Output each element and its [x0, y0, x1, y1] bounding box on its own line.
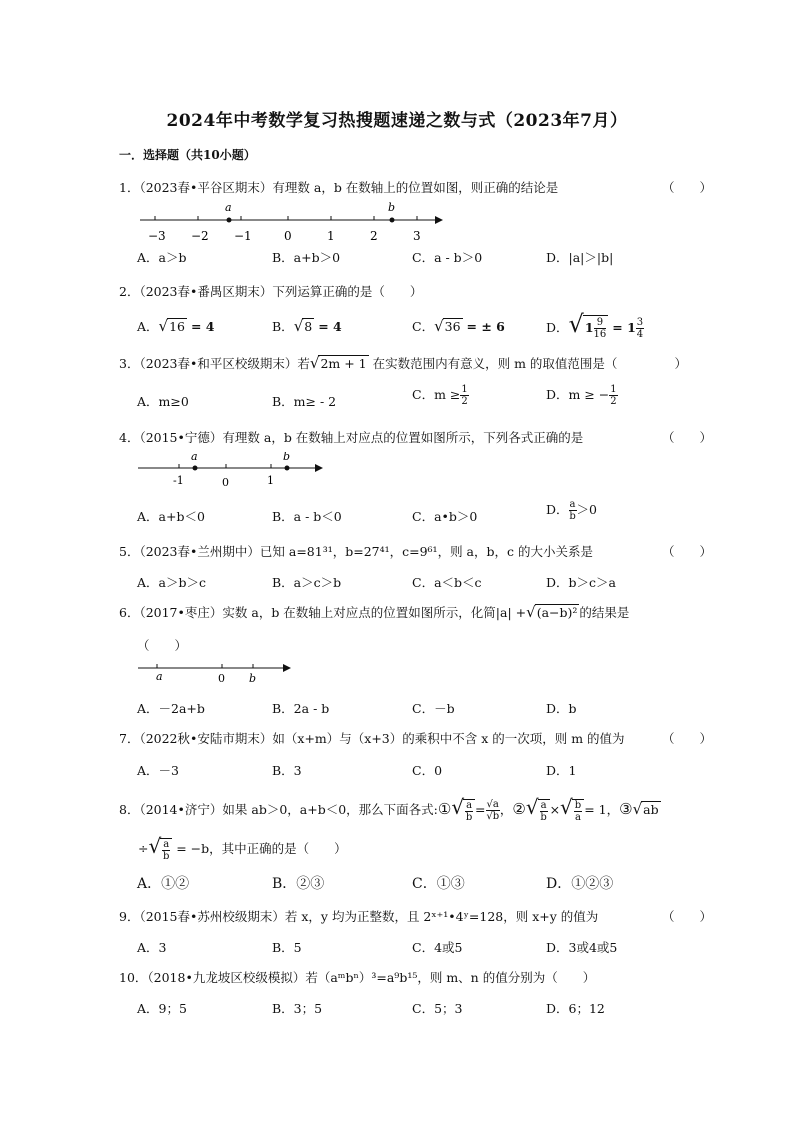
- option-c: C．m ≥ $\frac{1}{2}$: [412, 384, 468, 407]
- option-b: B．a+b＞0: [272, 250, 341, 265]
- question-8-continued: ÷√ $\frac{a}{b}$ = −b，其中正确的是（ ）: [138, 834, 347, 862]
- section-heading: 一．选择题（共10小题）: [119, 148, 256, 162]
- point-a: [227, 218, 232, 223]
- point-label: b: [388, 201, 396, 214]
- option-c: C．－b: [412, 701, 455, 716]
- option-a: A．√16 = 4: [137, 317, 215, 335]
- point-label: b: [283, 452, 291, 463]
- option-d: D．①②③: [546, 876, 614, 892]
- tick-label: −2: [191, 229, 209, 243]
- option-d: D．|a|＞|b|: [546, 250, 614, 265]
- question-8: 8．（2014•济宁）如果 ab＞0，a+b＜0，那么下面各式:①√ $\frac{a}{b}$ = $\frac{√a}{√b}$ ，②√ $\frac{a}{b}$ ×√ $\frac{b}{a}$ = 1，③√ab: [119, 795, 659, 823]
- answer-paren: （ ）: [137, 638, 188, 653]
- question-5: 5．（2023春•兰州期中）已知 a=81³¹，b=27⁴¹，c=9⁶¹，则 a，b，c 的大小关系是 （ ）: [119, 544, 713, 559]
- point-b: [390, 218, 395, 223]
- number-line-q6: [135, 660, 305, 688]
- tick-label: -1: [173, 474, 184, 487]
- point-a: [193, 466, 198, 471]
- tick-label: 0: [218, 672, 225, 685]
- option-c: C．0: [412, 763, 443, 778]
- option-c: C．4或5: [412, 940, 463, 955]
- tick-label: 1: [327, 229, 335, 243]
- option-b: B．a＞c＞b: [272, 575, 342, 590]
- option-d: D．b＞c＞a: [546, 575, 616, 590]
- option-d: D． $\frac{a}{b}$ ＞0: [546, 499, 597, 522]
- option-a: A．－2a+b: [137, 701, 205, 716]
- point-label: b: [249, 672, 257, 685]
- option-a: A．－3: [137, 763, 179, 778]
- option-c: C．a•b＞0: [412, 509, 478, 524]
- option-c: C．a＜b＜c: [412, 575, 482, 590]
- tick-label: 1: [267, 474, 274, 487]
- tick-marks: [155, 216, 417, 220]
- option-d: D．1: [546, 763, 577, 778]
- question-3: 3．（2023春•和平区校级期末）若√2m + 1 在实数范围内有意义，则 m 的取值范围是（ ）: [119, 354, 688, 372]
- tick-label: −1: [234, 229, 252, 243]
- question-text: （2023春•平谷区期末）有理数 a，b 在数轴上的位置如图，则正确的结论是: [139, 180, 559, 195]
- option-b: B．√8 = 4: [272, 317, 342, 335]
- tick-label: 2: [370, 229, 378, 243]
- option-c: C．√36 = ± 6: [412, 317, 505, 335]
- option-d: D．√1 $\frac{9}{16}$ = 1 $\frac{3}{4}$: [546, 310, 644, 340]
- option-c: C．①③: [412, 876, 465, 892]
- option-a: A．9；5: [137, 1001, 187, 1016]
- number-line-q4: [135, 452, 335, 490]
- option-a: A．m≥0: [137, 394, 189, 409]
- question-6: 6．（2017•枣庄）实数 a，b 在数轴上对应点的位置如图所示，化简|a| +√(a−b)² 的结果是: [119, 603, 630, 621]
- question-number: 2．: [119, 284, 140, 299]
- option-a: A．a＞b: [137, 250, 187, 265]
- option-b: B．m≥ - 2: [272, 394, 337, 409]
- page-title: 2024年中考数学复习热搜题速递之数与式（2023年7月）: [166, 111, 628, 131]
- option-d: D．b: [546, 701, 577, 716]
- tick-label: 3: [413, 229, 421, 243]
- question-9: 9．（2015春•苏州校级期末）若 x，y 均为正整数，且 2ˣ⁺¹•4ʸ=128，则 x+y 的值为 （ ）: [119, 909, 713, 924]
- question-1: [119, 178, 713, 196]
- option-d: D．m ≥ − $\frac{1}{2}$: [546, 384, 617, 407]
- question-2: [119, 282, 422, 300]
- question-number: 1．: [119, 180, 140, 195]
- option-b: B．②③: [272, 876, 325, 892]
- option-c: C．a - b＞0: [412, 250, 483, 265]
- question-text: （2023春•番禺区期末）下列运算正确的是（ ）: [139, 284, 423, 299]
- number-line-q1: [135, 200, 445, 244]
- option-b: B．5: [272, 940, 302, 955]
- option-a: A．a＞b＞c: [137, 575, 206, 590]
- option-d: D．3或4或5: [546, 940, 618, 955]
- point-label: a: [156, 670, 163, 683]
- question-7: 7．（2022秋•安陆市期末）如（x+m）与（x+3）的乘积中不含 x 的一次项，则 m 的值为 （ ）: [119, 731, 713, 746]
- option-b: B．a - b＜0: [272, 509, 342, 524]
- option-a: A．a+b＜0: [137, 509, 205, 524]
- option-c: C．5；3: [412, 1001, 463, 1016]
- option-b: B．2a - b: [272, 701, 330, 716]
- point-label: a: [191, 452, 198, 463]
- tick-label: 0: [284, 229, 292, 243]
- option-b: B．3；5: [272, 1001, 323, 1016]
- point-label: a: [225, 201, 232, 214]
- question-10: 10．（2018•九龙坡区校级模拟）若（aᵐbⁿ）³=a⁹b¹⁵，则 m、n 的值分别为（ ）: [119, 970, 596, 985]
- tick-label: −3: [148, 229, 166, 243]
- point-b: [285, 466, 290, 471]
- answer-paren: （ ）: [662, 180, 713, 195]
- tick-label: 0: [222, 476, 229, 489]
- option-b: B．3: [272, 763, 302, 778]
- option-a: A．3: [137, 940, 167, 955]
- option-d: D．6；12: [546, 1001, 605, 1016]
- question-4: 4．（2015•宁德）有理数 a，b 在数轴上对应点的位置如图所示，下列各式正确的是 （ ）: [119, 430, 713, 445]
- option-a: A．①②: [137, 876, 190, 892]
